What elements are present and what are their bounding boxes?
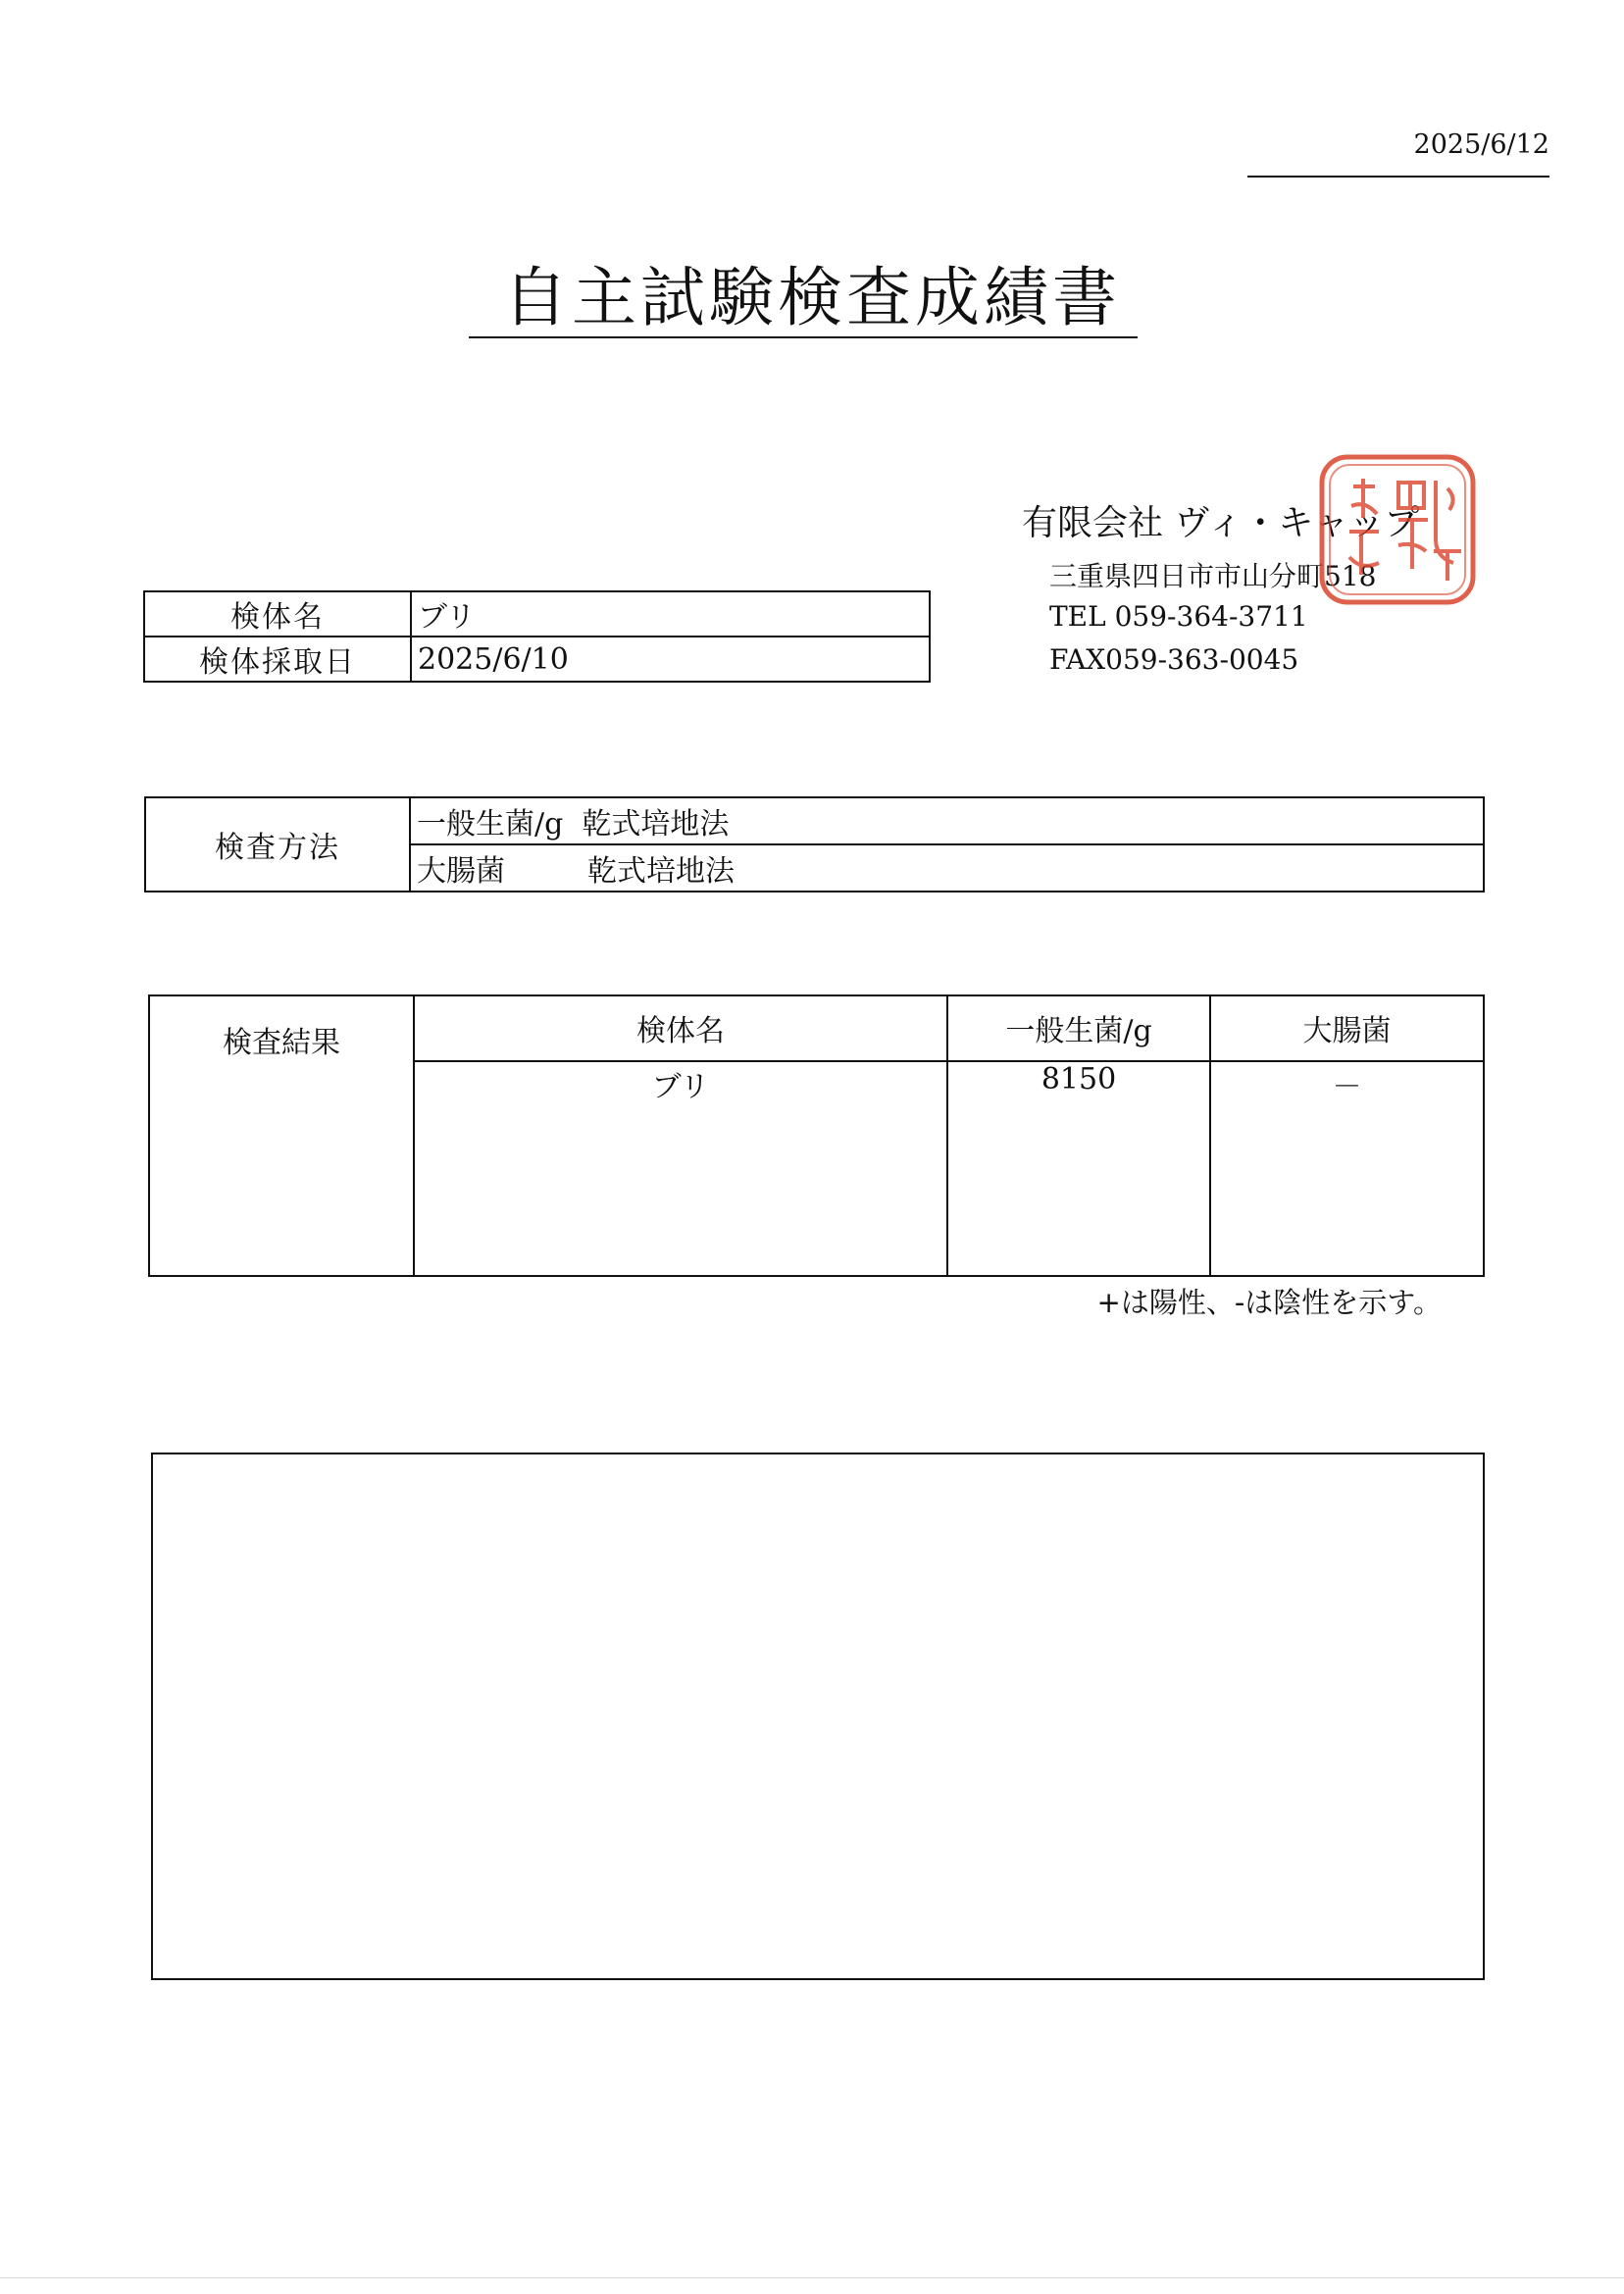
issue-date-underline [1247,176,1549,178]
result-legend-note: +は陽性、-は陰性を示す。 [1096,1286,1442,1319]
table-row [144,637,930,682]
company-seal-stamp [1314,449,1481,610]
scan-edge-line [0,2277,1624,2278]
test-results-table [148,994,1485,1277]
test-results-label: 検査結果 [149,995,414,1276]
company-name: 有限会社 ヴィ・キャップ [1022,503,1420,543]
sample-info-table [143,590,931,683]
company-tel: TEL 059-364-3711 [1049,600,1308,633]
method-name-1: 乾式培地法 [582,807,730,841]
method-row-2 [410,844,1484,892]
result-ecoli-value: － [1210,1061,1484,1276]
sample-date-value: 2025/6/10 [411,637,930,682]
results-header-ecoli: 大腸菌 [1210,995,1484,1061]
table-row [149,995,1484,1061]
remarks-box [151,1453,1485,1980]
method-item-1: 一般生菌/g [417,807,564,841]
method-name-2: 乾式培地法 [587,854,735,889]
table-row [145,797,1484,844]
sample-name-label: 検体名 [144,591,411,637]
test-method-label: 検査方法 [145,797,410,892]
table-row [144,591,930,637]
page-title: 自主試験検査成績書 [503,260,1121,335]
sample-name-value: ブリ [411,591,930,637]
results-header-sample: 検体名 [414,995,947,1061]
test-method-table [144,796,1485,892]
result-general-bacteria-value: 8150 [947,1061,1210,1276]
results-header-general-bacteria: 一般生菌/g [947,995,1210,1061]
title-underline [469,336,1138,338]
issue-date: 2025/6/12 [1413,129,1549,160]
company-address: 三重県四日市市山分町518 [1049,560,1377,592]
result-sample-name: ブリ [414,1061,947,1276]
company-fax: FAX059-363-0045 [1049,643,1299,676]
method-row-1 [410,797,1484,844]
method-item-2: 大腸菌 [417,854,505,889]
sample-date-label: 検体採取日 [144,637,411,682]
